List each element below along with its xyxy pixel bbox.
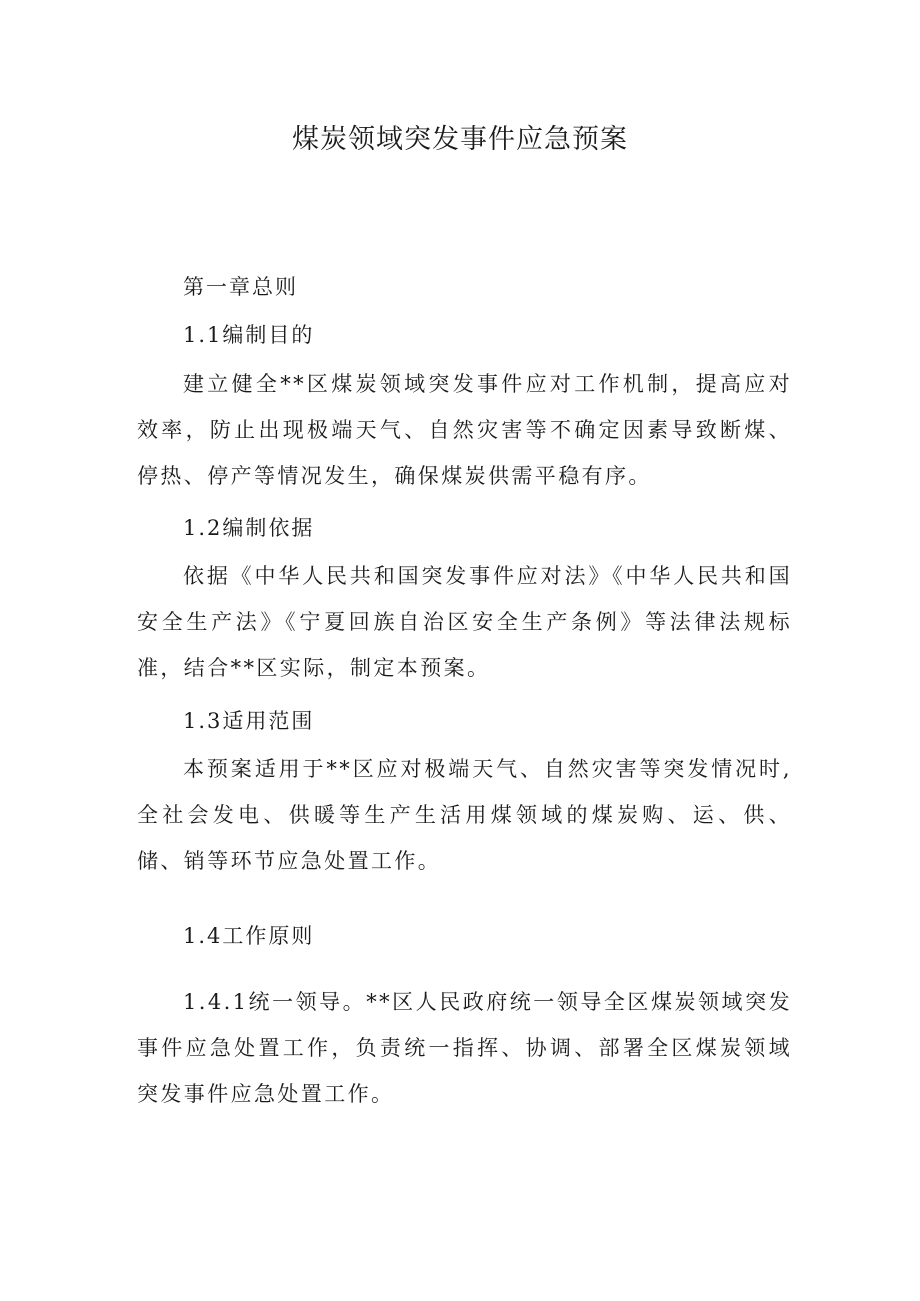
section-1-4-1-body: 1.4.1统一领导。**区人民政府统一领导全区煤炭领域突发事件应急处置工作，负责统一指挥、协调、部署全区煤炭领域突发事件应急处置工作。	[137, 990, 792, 1106]
section-1-2-body: 依据《中华人民共和国突发事件应对法》《中华人民共和国安全生产法》《宁夏回族自治区安全生产条例》等法律法规标准，结合**区实际，制定本预案。	[137, 564, 792, 680]
section-1-3-heading: 1.3适用范围	[183, 709, 315, 733]
section-1-1-body: 建立健全**区煤炭领域突发事件应对工作机制，提高应对效率，防止出现极端天气、自然灾害等不确定因素导致断煤、停热、停产等情况发生，确保煤炭供需平稳有序。	[137, 372, 792, 488]
section-1-4-heading: 1.4工作原则	[183, 924, 315, 948]
section-1-2-heading: 1.2编制依据	[183, 516, 315, 540]
chapter-heading: 第一章总则	[183, 275, 298, 299]
section-1-3-body: 本预案适用于**区应对极端天气、自然灾害等突发情况时,全社会发电、供暖等生产生活用煤领域的煤炭购、运、供、储、销等环节应急处置工作。	[137, 757, 792, 873]
section-1-1-heading: 1.1编制目的	[183, 323, 315, 347]
document-title: 煤炭领域突发事件应急预案	[292, 124, 628, 155]
